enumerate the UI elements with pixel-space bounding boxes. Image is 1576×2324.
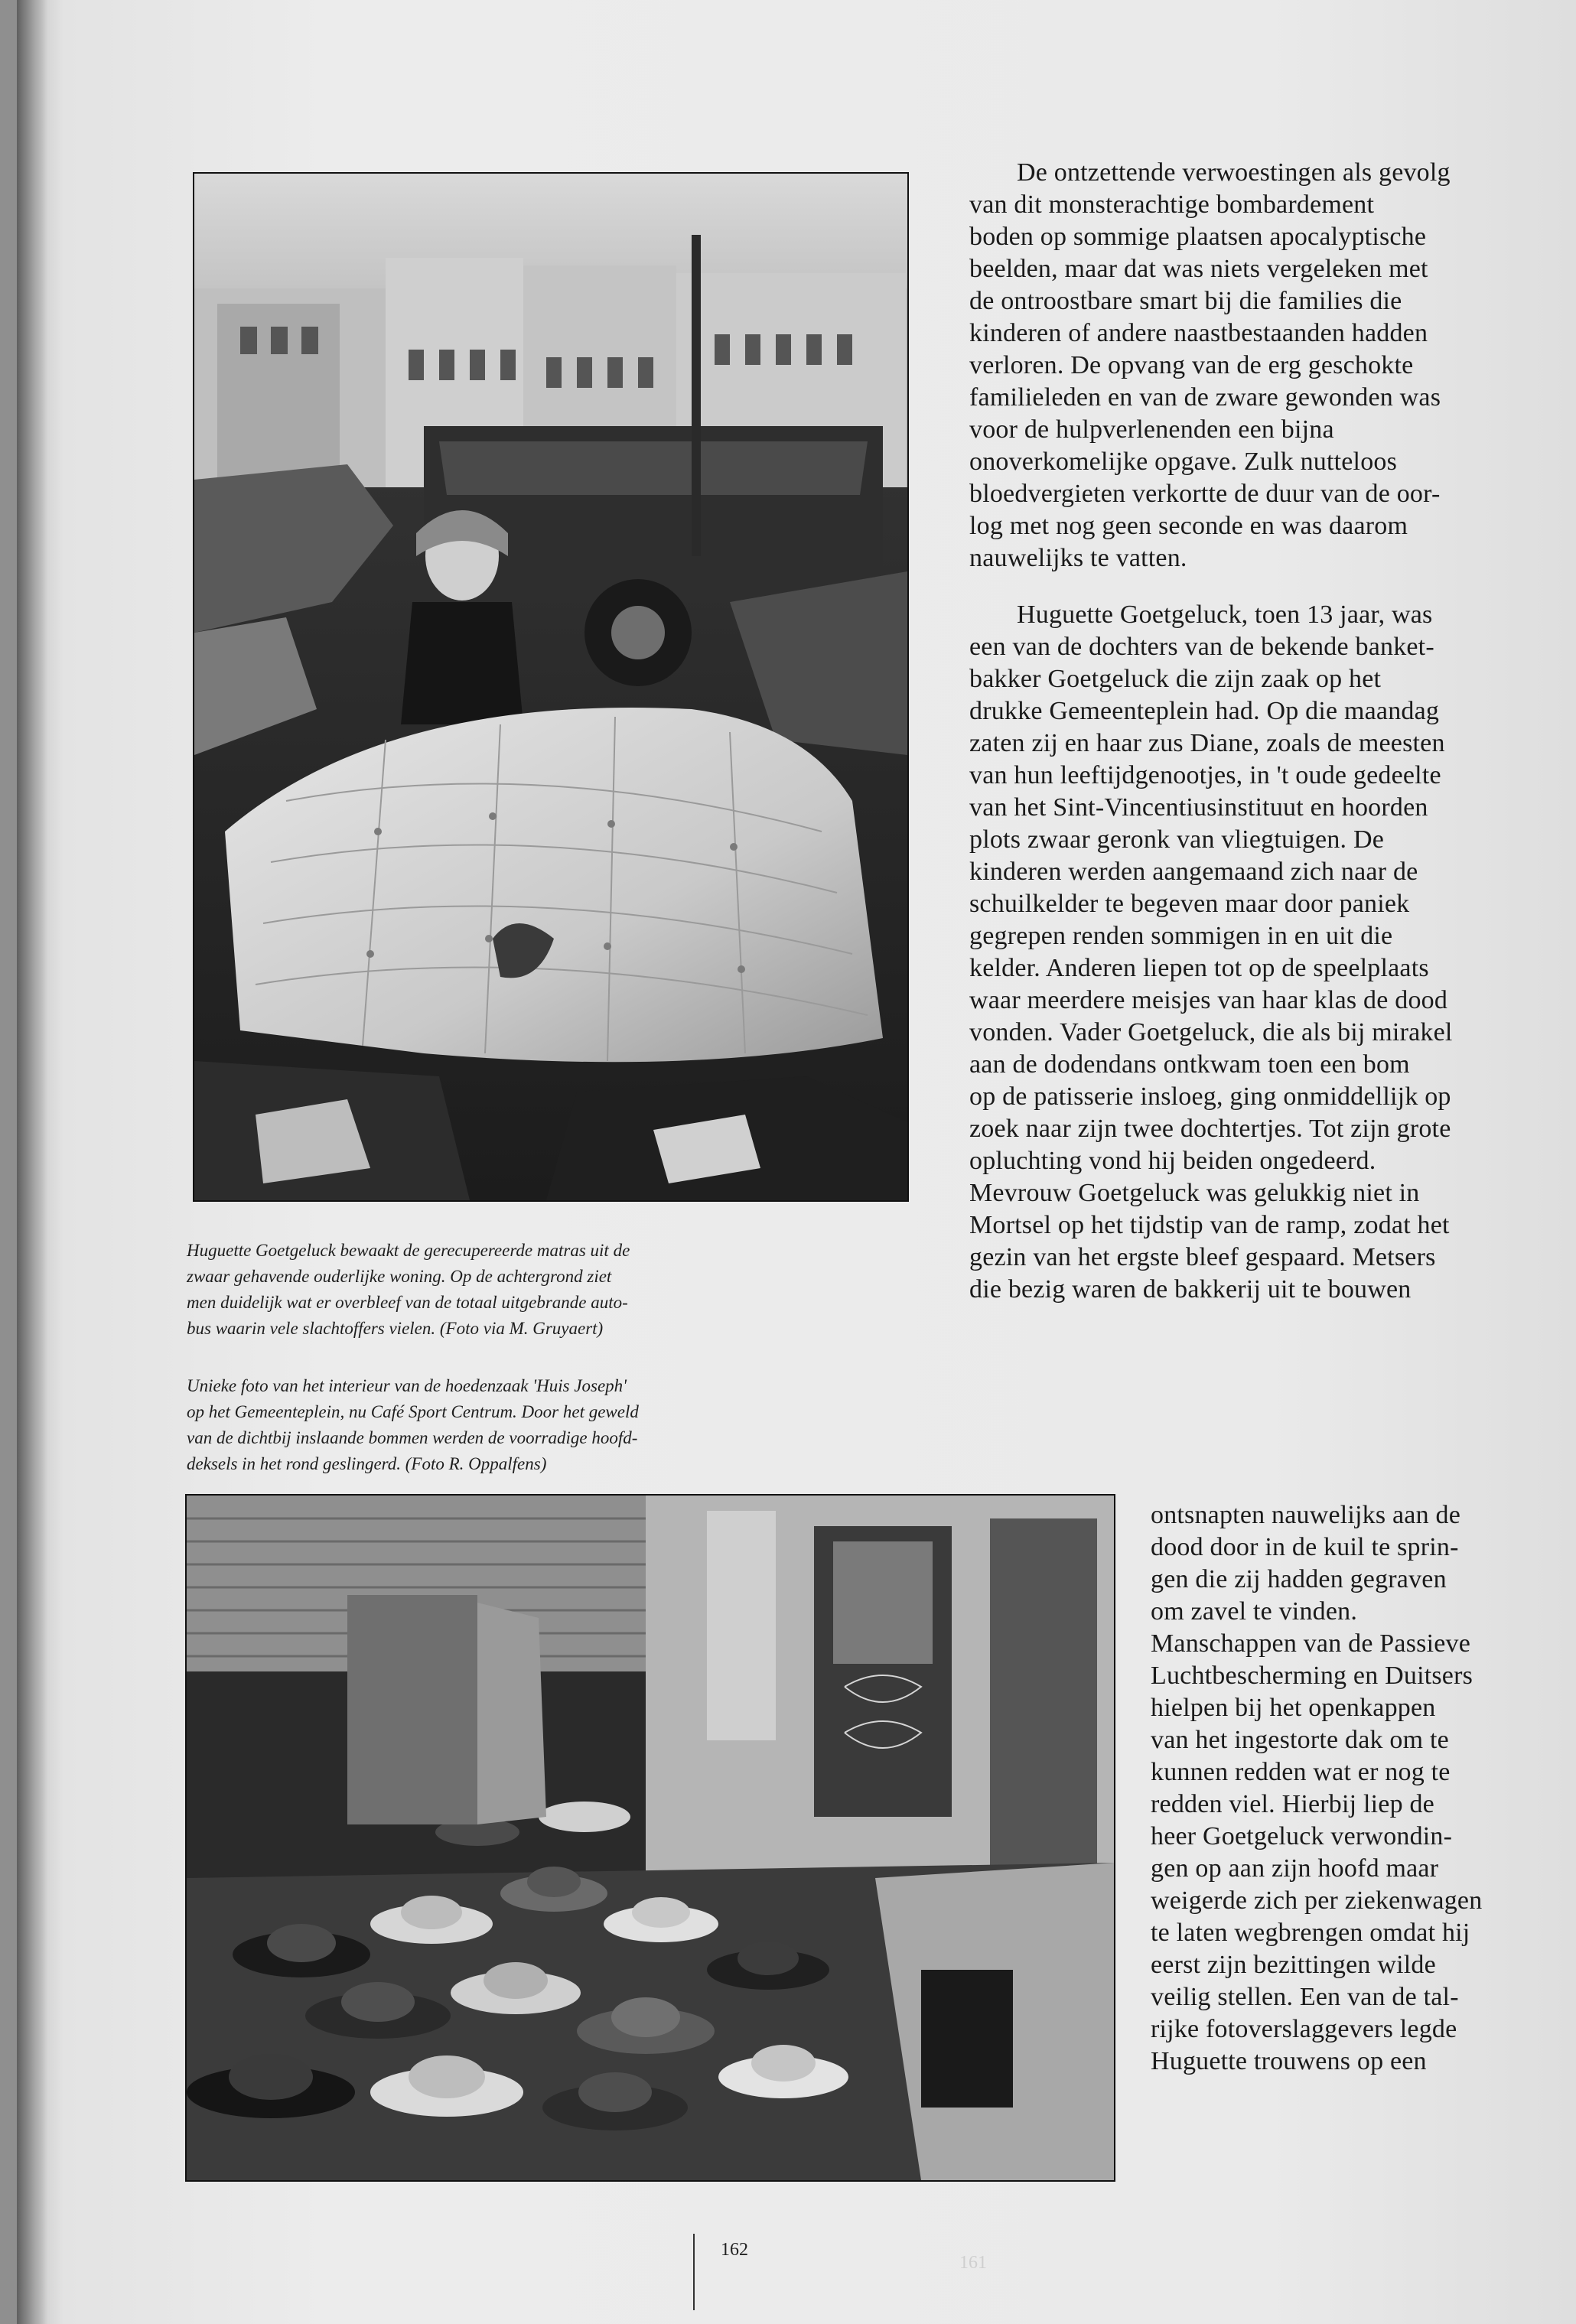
body-line: kelder. Anderen liepen tot op de speelplaats (969, 954, 1429, 982)
body-line: familieleden en van de zware gewonden was (969, 383, 1441, 412)
body-column-lower (1151, 1499, 1548, 2078)
body-line: gezin van het ergste bleef gespaard. Metsers (969, 1243, 1436, 1271)
paragraph-spacer (969, 574, 1551, 599)
body-line: opluchting vond hij beiden ongedeerd. (969, 1147, 1376, 1175)
body-line: nauwelijks te vatten. (969, 544, 1187, 572)
body-line: van het ingestorte dak om te (1151, 1726, 1449, 1754)
body-line: Mevrouw Goetgeluck was gelukkig niet in (969, 1179, 1420, 1207)
body-line: Huguette Goetgeluck, toen 13 jaar, was (1017, 601, 1433, 629)
body-line: beelden, maar dat was niets vergeleken met (969, 255, 1428, 283)
caption-line: op het Gemeenteplein, nu Café Sport Centrum. Door het geweld (187, 1402, 639, 1421)
body-line: bakker Goetgeluck die zijn zaak op het (969, 665, 1382, 693)
body-line: Manschappen van de Passieve (1151, 1629, 1470, 1658)
caption-line: bus waarin vele slachtoffers vielen. (Foto via M. Gruyaert) (187, 1319, 604, 1338)
body-line: voor de hulpverlenenden een bijna (969, 415, 1334, 444)
body-column-upper (969, 157, 1551, 1306)
body-line: te laten wegbrengen omdat hij (1151, 1919, 1470, 1947)
body-line: van dit monsterachtige bombardement (969, 190, 1375, 219)
body-line: op de patisserie insloeg, ging onmiddellijk op (969, 1082, 1451, 1111)
body-line: van het Sint-Vincentiusinstituut en hoorden (969, 793, 1428, 822)
body-line: Huguette trouwens op een (1151, 2047, 1427, 2075)
body-line: gen die zij hadden gegraven (1151, 1565, 1447, 1593)
body-line: gen op aan zijn hoofd maar (1151, 1854, 1439, 1883)
body-line: schuilkelder te begeven maar door paniek (969, 890, 1410, 918)
body-line: Luchtbescherming en Duitsers (1151, 1662, 1473, 1690)
body-line: verloren. De opvang van de erg geschokte (969, 351, 1414, 379)
girl-with-mattress-image (194, 174, 907, 1200)
body-line: heer Goetgeluck verwondin- (1151, 1822, 1453, 1850)
page-number-rule (693, 2234, 695, 2310)
show-through-page-number: 161 (959, 2253, 987, 2273)
body-line: boden op sommige plaatsen apocalyptische (969, 223, 1427, 251)
body-line: redden viel. Hierbij liep de (1151, 1790, 1434, 1818)
hat-shop-interior-photo (185, 1494, 1115, 2182)
body-line: veilig stellen. Een van de tal- (1151, 1983, 1459, 2011)
paragraph-1 (969, 157, 1551, 574)
body-line: Mortsel op het tijdstip van de ramp, zodat het (969, 1211, 1450, 1239)
body-line: plots zwaar geronk van vliegtuigen. De (969, 825, 1384, 854)
body-line: kunnen redden wat er nog te (1151, 1758, 1451, 1786)
body-line: weigerde zich per ziekenwagen (1151, 1886, 1483, 1915)
caption-line: van de dichtbij inslaande bommen werden de voorradige hoofd- (187, 1428, 638, 1447)
page-number: 162 (721, 2240, 748, 2260)
body-line: gegrepen renden sommigen in en uit die (969, 922, 1393, 950)
body-line: drukke Gemeenteplein had. Op die maandag (969, 697, 1440, 725)
body-line: om zavel te vinden. (1151, 1597, 1358, 1626)
body-line: waar meerdere meisjes van haar klas de dood (969, 986, 1448, 1014)
body-line: zaten zij en haar zus Diane, zoals de meesten (969, 729, 1445, 757)
body-line: zoek naar zijn twee dochtertjes. Tot zijn grote (969, 1115, 1451, 1143)
body-line: kinderen of andere naastbestaanden hadden (969, 319, 1428, 347)
caption-line: deksels in het rond geslingerd. (Foto R. Oppalfens) (187, 1454, 547, 1473)
body-line: aan de dodendans ontkwam toen een bom (969, 1050, 1410, 1079)
body-line: onoverkomelijke opgave. Zulk nutteloos (969, 448, 1398, 476)
body-line: vonden. Vader Goetgeluck, die als bij mirakel (969, 1018, 1453, 1046)
girl-with-mattress-photo (193, 172, 909, 1202)
photo-bottom-caption (187, 1373, 684, 1477)
body-line: De ontzettende verwoestingen als gevolg (1017, 158, 1451, 187)
body-line: hielpen bij het openkappen (1151, 1694, 1436, 1722)
body-line: bloedvergieten verkortte de duur van de oor- (969, 480, 1441, 508)
body-line: een van de dochters van de bekende banket- (969, 633, 1434, 661)
body-line: kinderen werden aangemaand zich naar de (969, 858, 1418, 886)
page-gutter-shadow (17, 0, 47, 2324)
body-line: de ontroostbare smart bij die families die (969, 287, 1402, 315)
body-line: log met nog geen seconde en was daarom (969, 512, 1408, 540)
body-line: eerst zijn bezittingen wilde (1151, 1951, 1436, 1979)
paragraph-2 (969, 599, 1551, 1306)
body-line: dood door in de kuil te sprin- (1151, 1533, 1459, 1561)
body-line: rijke fotoverslaggevers legde (1151, 2015, 1457, 2043)
photo-top-caption (187, 1238, 684, 1342)
caption-line: men duidelijk wat er overbleef van de totaal uitgebrande auto- (187, 1293, 628, 1312)
caption-line: zwaar gehavende ouderlijke woning. Op de achtergrond ziet (187, 1267, 612, 1286)
body-line: die bezig waren de bakkerij uit te bouwen (969, 1275, 1412, 1304)
body-line: van hun leeftijdgenootjes, in 't oude gedeelte (969, 761, 1441, 789)
hat-shop-interior-image (187, 1496, 1114, 2180)
body-line: ontsnapten nauwelijks aan de (1151, 1501, 1460, 1529)
book-page (17, 0, 1576, 2324)
caption-line: Unieke foto van het interieur van de hoedenzaak 'Huis Joseph' (187, 1376, 627, 1395)
caption-line: Huguette Goetgeluck bewaakt de gerecupereerde matras uit de (187, 1241, 630, 1260)
